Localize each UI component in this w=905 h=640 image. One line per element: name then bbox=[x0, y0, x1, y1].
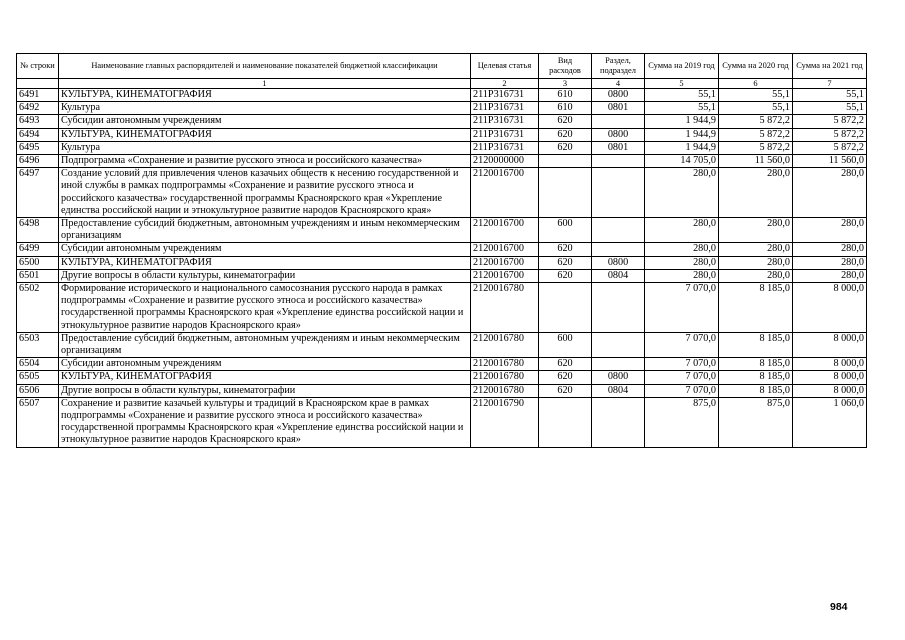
header-name: Наименование главных распорядителей и наименование показателей бюджетной классификации bbox=[59, 54, 471, 79]
table-row bbox=[17, 332, 867, 357]
row-sum-2019: 7 070,0 bbox=[645, 384, 719, 397]
row-name: Субсидии автономным учреждениям bbox=[59, 358, 471, 371]
row-section bbox=[592, 155, 645, 168]
row-sum-2020: 8 185,0 bbox=[719, 371, 793, 384]
row-number: 6505 bbox=[17, 371, 59, 384]
row-section bbox=[592, 115, 645, 128]
row-sum-2019: 1 944,9 bbox=[645, 141, 719, 154]
row-sum-2021: 280,0 bbox=[793, 243, 867, 256]
header-vid: Вид расходов bbox=[539, 54, 592, 79]
row-sum-2020: 8 185,0 bbox=[719, 283, 793, 333]
row-sum-2021: 280,0 bbox=[793, 256, 867, 269]
page-number: 984 bbox=[830, 601, 848, 613]
header-sum-2019: Сумма на 2019 год bbox=[645, 54, 719, 79]
row-name: Субсидии автономным учреждениям bbox=[59, 115, 471, 128]
row-expense-type bbox=[539, 168, 592, 218]
row-sum-2021: 280,0 bbox=[793, 269, 867, 282]
row-expense-type: 620 bbox=[539, 371, 592, 384]
row-section bbox=[592, 397, 645, 447]
row-expense-type bbox=[539, 283, 592, 333]
row-number: 6503 bbox=[17, 332, 59, 357]
row-name: Предоставление субсидий бюджетным, автономным учреждениям и иным некоммерческим организациям bbox=[59, 218, 471, 243]
row-section: 0804 bbox=[592, 269, 645, 282]
column-number-empty bbox=[17, 79, 59, 89]
row-sum-2019: 280,0 bbox=[645, 168, 719, 218]
row-sum-2021: 8 000,0 bbox=[793, 283, 867, 333]
row-sum-2021: 280,0 bbox=[793, 168, 867, 218]
row-section: 0801 bbox=[592, 141, 645, 154]
row-expense-type: 600 bbox=[539, 218, 592, 243]
row-sum-2020: 11 560,0 bbox=[719, 155, 793, 168]
row-sum-2020: 55,1 bbox=[719, 102, 793, 115]
table-row bbox=[17, 283, 867, 333]
row-number: 6502 bbox=[17, 283, 59, 333]
row-number: 6499 bbox=[17, 243, 59, 256]
row-section bbox=[592, 283, 645, 333]
row-sum-2021: 55,1 bbox=[793, 89, 867, 102]
row-name: КУЛЬТУРА, КИНЕМАТОГРАФИЯ bbox=[59, 371, 471, 384]
row-section: 0800 bbox=[592, 89, 645, 102]
row-number: 6507 bbox=[17, 397, 59, 447]
row-expense-type: 620 bbox=[539, 358, 592, 371]
row-target-article: 211P316731 bbox=[471, 115, 539, 128]
row-name: КУЛЬТУРА, КИНЕМАТОГРАФИЯ bbox=[59, 128, 471, 141]
row-target-article: 211P316731 bbox=[471, 89, 539, 102]
row-expense-type: 620 bbox=[539, 384, 592, 397]
row-name: КУЛЬТУРА, КИНЕМАТОГРАФИЯ bbox=[59, 89, 471, 102]
row-sum-2019: 1 944,9 bbox=[645, 128, 719, 141]
row-sum-2021: 55,1 bbox=[793, 102, 867, 115]
row-name: Другие вопросы в области культуры, кинематографии bbox=[59, 269, 471, 282]
row-sum-2020: 5 872,2 bbox=[719, 141, 793, 154]
row-sum-2020: 8 185,0 bbox=[719, 358, 793, 371]
table-row bbox=[17, 397, 867, 447]
table-row bbox=[17, 141, 867, 154]
row-sum-2021: 5 872,2 bbox=[793, 115, 867, 128]
row-name: КУЛЬТУРА, КИНЕМАТОГРАФИЯ bbox=[59, 256, 471, 269]
row-target-article: 2120016780 bbox=[471, 384, 539, 397]
table-row bbox=[17, 115, 867, 128]
row-target-article: 2120016700 bbox=[471, 218, 539, 243]
row-expense-type bbox=[539, 397, 592, 447]
row-sum-2021: 1 060,0 bbox=[793, 397, 867, 447]
table-row bbox=[17, 384, 867, 397]
table-row bbox=[17, 89, 867, 102]
row-sum-2019: 7 070,0 bbox=[645, 332, 719, 357]
row-name: Другие вопросы в области культуры, кинематографии bbox=[59, 384, 471, 397]
budget-table bbox=[16, 53, 867, 448]
table-row bbox=[17, 155, 867, 168]
row-section bbox=[592, 332, 645, 357]
row-expense-type: 600 bbox=[539, 332, 592, 357]
row-name: Субсидии автономным учреждениям bbox=[59, 243, 471, 256]
table-row bbox=[17, 218, 867, 243]
row-number: 6494 bbox=[17, 128, 59, 141]
row-target-article: 2120016700 bbox=[471, 168, 539, 218]
row-name: Предоставление субсидий бюджетным, автономным учреждениям и иным некоммерческим организациям bbox=[59, 332, 471, 357]
row-number: 6498 bbox=[17, 218, 59, 243]
row-target-article: 2120016780 bbox=[471, 332, 539, 357]
row-sum-2020: 280,0 bbox=[719, 243, 793, 256]
column-number: 4 bbox=[592, 79, 645, 89]
row-sum-2019: 55,1 bbox=[645, 89, 719, 102]
row-sum-2020: 280,0 bbox=[719, 168, 793, 218]
row-sum-2020: 8 185,0 bbox=[719, 384, 793, 397]
table-row bbox=[17, 269, 867, 282]
row-sum-2020: 8 185,0 bbox=[719, 332, 793, 357]
row-sum-2021: 5 872,2 bbox=[793, 141, 867, 154]
row-sum-2019: 280,0 bbox=[645, 218, 719, 243]
row-sum-2019: 7 070,0 bbox=[645, 283, 719, 333]
row-sum-2021: 8 000,0 bbox=[793, 384, 867, 397]
row-name: Подпрограмма «Сохранение и развитие русского этноса и российского казачества» bbox=[59, 155, 471, 168]
row-number: 6491 bbox=[17, 89, 59, 102]
row-section bbox=[592, 358, 645, 371]
row-target-article: 2120016700 bbox=[471, 243, 539, 256]
row-section bbox=[592, 218, 645, 243]
row-expense-type bbox=[539, 155, 592, 168]
row-expense-type: 620 bbox=[539, 115, 592, 128]
header-sum-2020: Сумма на 2020 год bbox=[719, 54, 793, 79]
row-sum-2019: 7 070,0 bbox=[645, 371, 719, 384]
table-row bbox=[17, 371, 867, 384]
row-expense-type: 610 bbox=[539, 102, 592, 115]
column-number: 3 bbox=[539, 79, 592, 89]
row-name: Формирование исторического и национального самосознания русского народа в рамках подпрограммы «Сохранение и развитие русского этноса и российского казачества» государственной программы Красноярского края «Укрепление единства российской нации и этнокультурное развитие народов Красноярского края» bbox=[59, 283, 471, 333]
row-sum-2020: 280,0 bbox=[719, 218, 793, 243]
row-expense-type: 620 bbox=[539, 269, 592, 282]
row-number: 6504 bbox=[17, 358, 59, 371]
row-target-article: 2120016780 bbox=[471, 371, 539, 384]
table-row bbox=[17, 102, 867, 115]
header-razd: Раздел, подраздел bbox=[592, 54, 645, 79]
header-code: Целевая статья bbox=[471, 54, 539, 79]
row-sum-2020: 280,0 bbox=[719, 269, 793, 282]
row-section: 0801 bbox=[592, 102, 645, 115]
row-target-article: 2120016790 bbox=[471, 397, 539, 447]
row-number: 6493 bbox=[17, 115, 59, 128]
column-number: 5 bbox=[645, 79, 719, 89]
row-target-article: 2120000000 bbox=[471, 155, 539, 168]
row-sum-2019: 14 705,0 bbox=[645, 155, 719, 168]
column-number: 2 bbox=[471, 79, 539, 89]
row-sum-2021: 8 000,0 bbox=[793, 358, 867, 371]
row-sum-2019: 280,0 bbox=[645, 256, 719, 269]
row-sum-2020: 5 872,2 bbox=[719, 128, 793, 141]
row-sum-2021: 11 560,0 bbox=[793, 155, 867, 168]
row-number: 6496 bbox=[17, 155, 59, 168]
row-target-article: 2120016780 bbox=[471, 283, 539, 333]
row-section: 0800 bbox=[592, 256, 645, 269]
row-expense-type: 620 bbox=[539, 128, 592, 141]
row-sum-2019: 55,1 bbox=[645, 102, 719, 115]
row-sum-2019: 280,0 bbox=[645, 269, 719, 282]
row-target-article: 211P316731 bbox=[471, 141, 539, 154]
row-target-article: 211P316731 bbox=[471, 128, 539, 141]
row-name: Культура bbox=[59, 141, 471, 154]
header-row bbox=[17, 54, 867, 79]
row-sum-2020: 55,1 bbox=[719, 89, 793, 102]
row-number: 6501 bbox=[17, 269, 59, 282]
row-expense-type: 610 bbox=[539, 89, 592, 102]
row-sum-2021: 280,0 bbox=[793, 218, 867, 243]
row-sum-2020: 875,0 bbox=[719, 397, 793, 447]
row-section: 0800 bbox=[592, 128, 645, 141]
row-name: Создание условий для привлечения членов казачьих обществ к несению государственной и иной службы в рамках подпрограммы «Сохранение и развитие русского этноса и российского казачества» государственной программы Красноярского края «Укрепление единства российской нации и этнокультурное развитие народов Красноярского края» bbox=[59, 168, 471, 218]
header-num: № строки bbox=[17, 54, 59, 79]
row-sum-2019: 7 070,0 bbox=[645, 358, 719, 371]
column-number: 1 bbox=[59, 79, 471, 89]
row-name: Сохранение и развитие казачьей культуры и традиций в Красноярском крае в рамках подпрограммы «Сохранение и развитие русского этноса и российского казачества» государственной программы Красноярского края «Укрепление единства российской нации и этнокультурное развитие народов Красноярского края» bbox=[59, 397, 471, 447]
row-sum-2019: 1 944,9 bbox=[645, 115, 719, 128]
table-row bbox=[17, 243, 867, 256]
row-target-article: 2120016700 bbox=[471, 269, 539, 282]
row-sum-2020: 5 872,2 bbox=[719, 115, 793, 128]
row-number: 6500 bbox=[17, 256, 59, 269]
row-section: 0804 bbox=[592, 384, 645, 397]
row-sum-2019: 280,0 bbox=[645, 243, 719, 256]
row-sum-2019: 875,0 bbox=[645, 397, 719, 447]
table-row bbox=[17, 358, 867, 371]
row-expense-type: 620 bbox=[539, 141, 592, 154]
table-row bbox=[17, 128, 867, 141]
row-target-article: 2120016780 bbox=[471, 358, 539, 371]
table-row bbox=[17, 256, 867, 269]
row-target-article: 2120016700 bbox=[471, 256, 539, 269]
table-body bbox=[17, 89, 867, 448]
table-row bbox=[17, 168, 867, 218]
row-section bbox=[592, 168, 645, 218]
row-section bbox=[592, 243, 645, 256]
column-numbers-row bbox=[17, 79, 867, 89]
row-sum-2021: 8 000,0 bbox=[793, 371, 867, 384]
row-expense-type: 620 bbox=[539, 256, 592, 269]
row-number: 6497 bbox=[17, 168, 59, 218]
row-name: Культура bbox=[59, 102, 471, 115]
column-number: 7 bbox=[793, 79, 867, 89]
row-number: 6492 bbox=[17, 102, 59, 115]
row-sum-2020: 280,0 bbox=[719, 256, 793, 269]
header-sum-2021: Сумма на 2021 год bbox=[793, 54, 867, 79]
row-expense-type: 620 bbox=[539, 243, 592, 256]
row-number: 6506 bbox=[17, 384, 59, 397]
column-number: 6 bbox=[719, 79, 793, 89]
row-number: 6495 bbox=[17, 141, 59, 154]
row-sum-2021: 5 872,2 bbox=[793, 128, 867, 141]
row-target-article: 211P316731 bbox=[471, 102, 539, 115]
row-sum-2021: 8 000,0 bbox=[793, 332, 867, 357]
row-section: 0800 bbox=[592, 371, 645, 384]
